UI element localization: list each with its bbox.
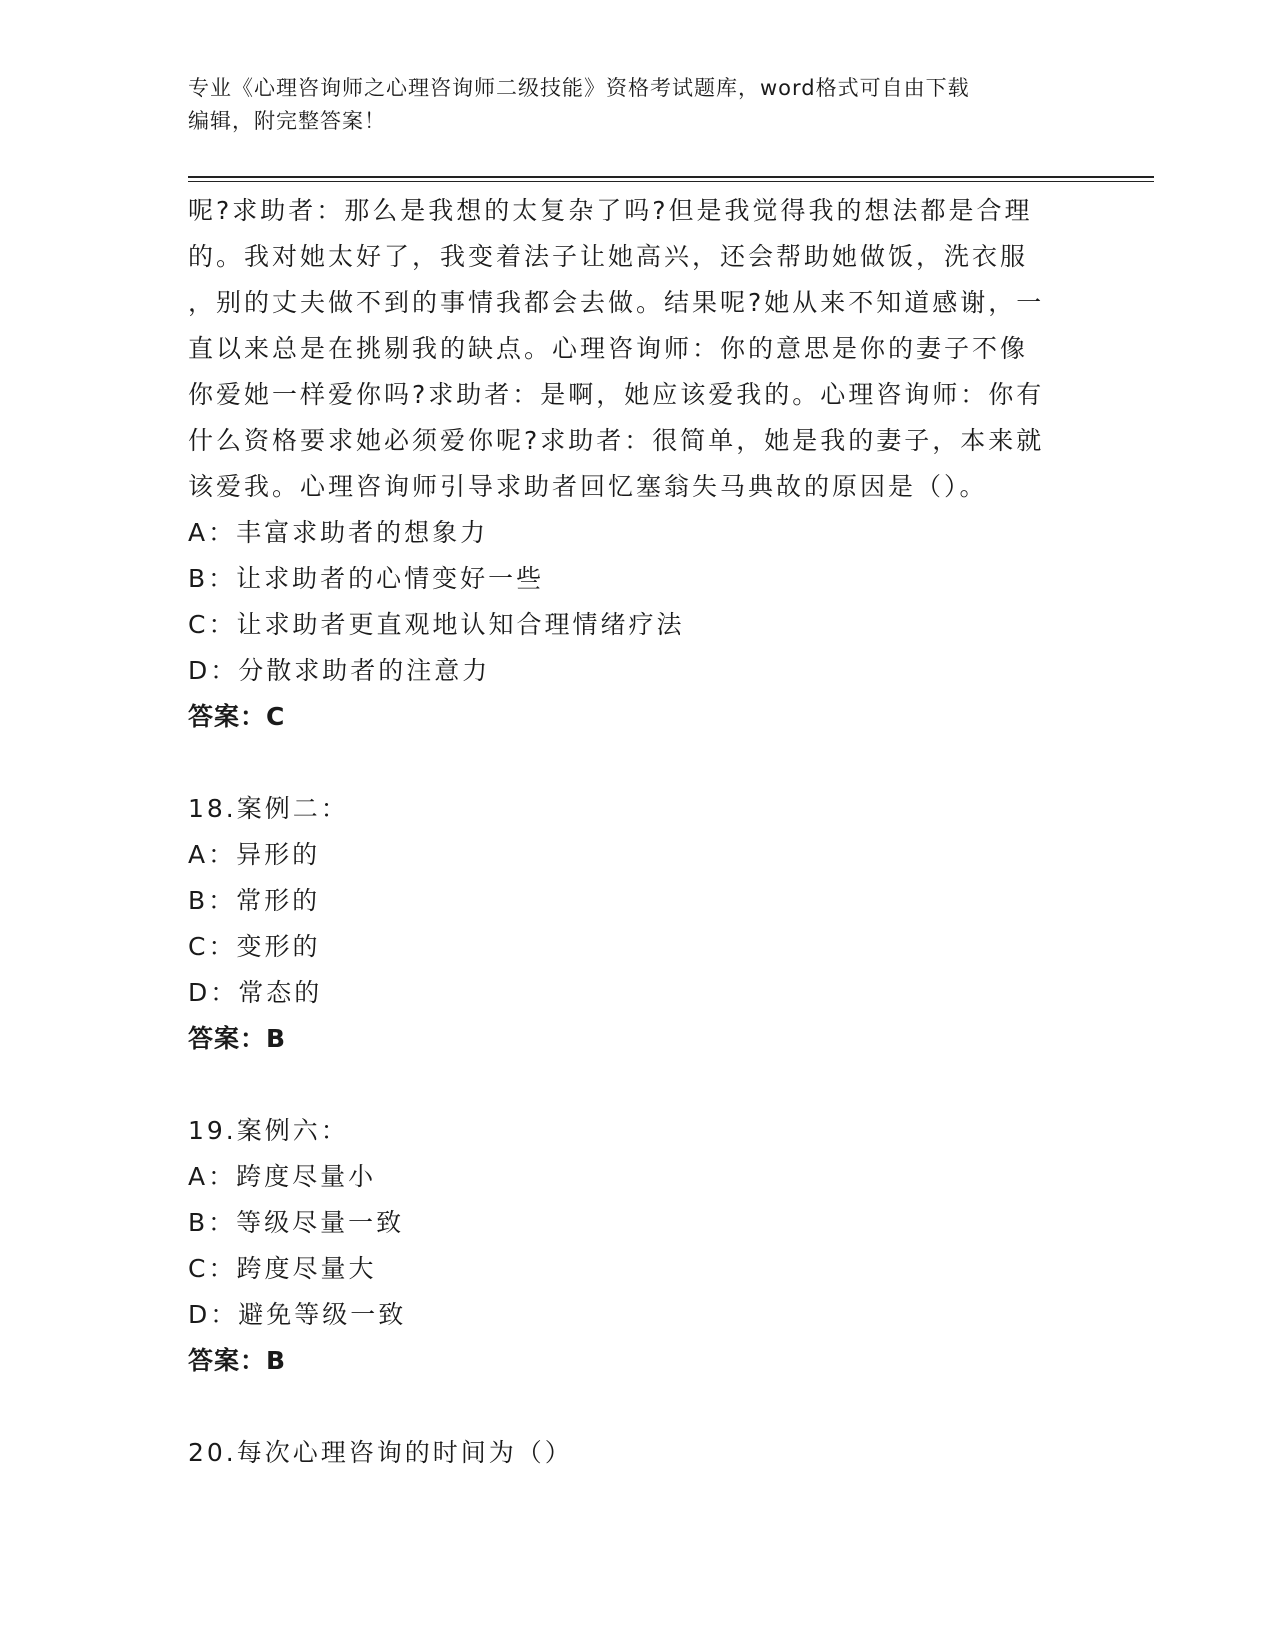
question-stem: 19.案例六： xyxy=(188,1116,349,1145)
spacer xyxy=(188,740,1088,786)
spacer xyxy=(188,1062,1088,1108)
document-body xyxy=(188,188,1088,1476)
question-stem: 18.案例二： xyxy=(188,794,349,823)
answer: 答案：B xyxy=(188,1024,287,1053)
option-c: C：跨度尽量大 xyxy=(188,1254,377,1283)
option-d: D：避免等级一致 xyxy=(188,1300,407,1329)
question-stem-line: 什么资格要求她必须爱你呢?求助者：很简单，她是我的妻子，本来就 xyxy=(188,426,1045,455)
question-stem-line: ，别的丈夫做不到的事情我都会去做。结果呢?她从来不知道感谢，一 xyxy=(188,288,1045,317)
question-19 xyxy=(188,1108,1088,1384)
question-stem-line: 该爱我。心理咨询师引导求助者回忆塞翁失马典故的原因是（）。 xyxy=(188,472,988,501)
question-17 xyxy=(188,188,1088,740)
header-divider-thick xyxy=(188,176,1154,178)
document-header xyxy=(188,72,1088,138)
answer: 答案：C xyxy=(188,702,286,731)
header-line-2: 编辑，附完整答案！ xyxy=(188,109,386,133)
option-b: B：让求助者的心情变好一些 xyxy=(188,564,545,593)
option-b: B：常形的 xyxy=(188,886,321,915)
question-stem-line: 直以来总是在挑剔我的缺点。心理咨询师：你的意思是你的妻子不像 xyxy=(188,334,1029,363)
option-d: D：分散求助者的注意力 xyxy=(188,656,491,685)
option-c: C：让求助者更直观地认知合理情绪疗法 xyxy=(188,610,685,639)
question-stem: 20.每次心理咨询的时间为（） xyxy=(188,1438,573,1467)
question-stem-line: 你爱她一样爱你吗?求助者：是啊，她应该爱我的。心理咨询师：你有 xyxy=(188,380,1045,409)
header-line-1: 专业《心理咨询师之心理咨询师二级技能》资格考试题库，word格式可自由下载 xyxy=(188,76,970,100)
header-divider-thin xyxy=(188,181,1154,182)
option-a: A：异形的 xyxy=(188,840,321,869)
option-b: B：等级尽量一致 xyxy=(188,1208,405,1237)
option-a: A：丰富求助者的想象力 xyxy=(188,518,489,547)
question-stem-line: 呢?求助者：那么是我想的太复杂了吗?但是我觉得我的想法都是合理 xyxy=(188,196,1033,225)
option-d: D：常态的 xyxy=(188,978,323,1007)
answer: 答案：B xyxy=(188,1346,287,1375)
option-a: A：跨度尽量小 xyxy=(188,1162,377,1191)
question-stem-line: 的。我对她太好了，我变着法子让她高兴，还会帮助她做饭，洗衣服 xyxy=(188,242,1029,271)
spacer xyxy=(188,1384,1088,1430)
option-c: C：变形的 xyxy=(188,932,321,961)
question-18 xyxy=(188,786,1088,1062)
question-20 xyxy=(188,1430,1088,1476)
